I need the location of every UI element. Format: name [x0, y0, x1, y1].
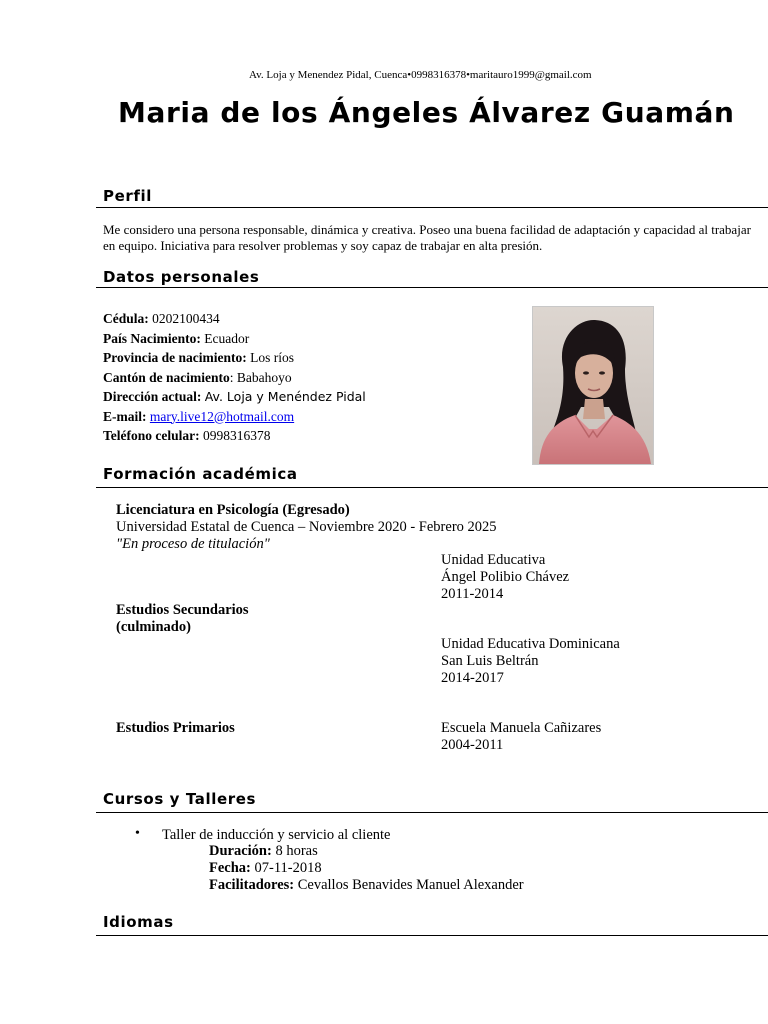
- section-heading-cursos: Cursos y Talleres: [103, 790, 257, 808]
- canton-label: Cantón de nacimiento: [103, 369, 230, 385]
- pais-label: País Nacimiento:: [103, 330, 201, 346]
- profile-photo: [532, 306, 654, 465]
- secundarios-label: [116, 602, 249, 636]
- telefono-row: [103, 426, 366, 446]
- secondary-school-1-line: Unidad Educativa: [441, 552, 546, 568]
- section-divider: [96, 487, 768, 488]
- primarios-label: Estudios Primarios: [116, 720, 235, 736]
- fecha-label: Fecha:: [209, 860, 251, 876]
- personal-data-list: [103, 309, 366, 446]
- duracion-label: Duración:: [209, 843, 272, 859]
- section-heading-formacion: Formación académica: [103, 465, 298, 483]
- direccion-label: Dirección actual:: [103, 389, 202, 404]
- secondary-school-1-line: Ángel Polibio Chávez: [441, 569, 570, 585]
- telefono-value: 0998316378: [202, 428, 271, 443]
- pais-value: Ecuador: [204, 330, 250, 346]
- email-row: [103, 407, 366, 427]
- cedula-value: 0202100434: [152, 311, 220, 326]
- pais-row: [103, 329, 366, 349]
- section-divider: [96, 287, 768, 288]
- section-heading-datos: Datos personales: [103, 268, 260, 286]
- bullet-icon: •: [135, 826, 140, 841]
- section-heading-idiomas: Idiomas: [103, 913, 174, 931]
- provincia-row: [103, 348, 366, 368]
- section-heading-perfil: Perfil: [103, 187, 152, 205]
- cedula-row: [103, 309, 366, 329]
- section-divider: [96, 207, 768, 208]
- secondary-school-2: [441, 636, 620, 687]
- primary-school-name: Escuela Manuela Cañizares: [441, 720, 602, 736]
- canton-row: [103, 368, 366, 388]
- profile-photo-drawing: [533, 307, 653, 464]
- licenciatura-note: "En proceso de titulación": [116, 536, 270, 552]
- cedula-label: Cédula:: [103, 311, 149, 326]
- perfil-text: Me considero una persona responsable, dinámica y creativa. Poseo una buena facilidad de adaptación y capacidad al trabajar en equipo. Iniciativa para resolver problemas y soy capaz de trabajar en alta presión.: [103, 222, 751, 253]
- course-facilitadores: [209, 877, 524, 894]
- secundarios-label-line: Estudios Secundarios: [116, 602, 249, 618]
- secondary-school-2-years: 2014-2017: [441, 670, 504, 686]
- course-title: Taller de inducción y servicio al cliente: [162, 827, 391, 843]
- email-link[interactable]: mary.live12@hotmail.com: [149, 408, 295, 424]
- course-fecha: [209, 860, 322, 877]
- licenciatura-title: Licenciatura en Psicología (Egresado): [116, 502, 350, 518]
- section-divider: [96, 812, 768, 813]
- primary-school: [441, 720, 601, 754]
- course-duracion: [209, 843, 318, 860]
- secondary-school-2-line: San Luis Beltrán: [441, 653, 539, 669]
- provincia-label: Provincia de nacimiento:: [103, 350, 247, 365]
- provincia-value: Los ríos: [250, 350, 294, 365]
- primary-school-years: 2004-2011: [441, 737, 504, 753]
- secondary-school-1-years: 2011-2014: [441, 586, 504, 602]
- direccion-row: [103, 387, 366, 407]
- contact-line: Av. Loja y Menendez Pidal, Cuenca•0998316378•maritauro1999@gmail.com: [249, 69, 592, 81]
- duracion-value: 8 horas: [275, 843, 318, 859]
- section-divider: [96, 935, 768, 936]
- facilitadores-value: Cevallos Benavides Manuel Alexander: [297, 877, 524, 893]
- secondary-school-2-line: Unidad Educativa Dominicana: [441, 636, 620, 652]
- secondary-school-1: [441, 552, 569, 603]
- fecha-value: 07-11-2018: [254, 860, 322, 876]
- telefono-label: Teléfono celular:: [103, 428, 200, 443]
- licenciatura-detail: Universidad Estatal de Cuenca – Noviembre 2020 - Febrero 2025: [116, 519, 497, 535]
- facilitadores-label: Facilitadores:: [209, 877, 295, 893]
- email-label: E-mail:: [103, 408, 147, 424]
- full-name: Maria de los Ángeles Álvarez Guamán: [118, 96, 735, 129]
- canton-value: : Babahoyo: [229, 369, 292, 385]
- direccion-value: Av. Loja y Menéndez Pidal: [204, 389, 366, 404]
- secundarios-label-line: (culminado): [116, 619, 191, 635]
